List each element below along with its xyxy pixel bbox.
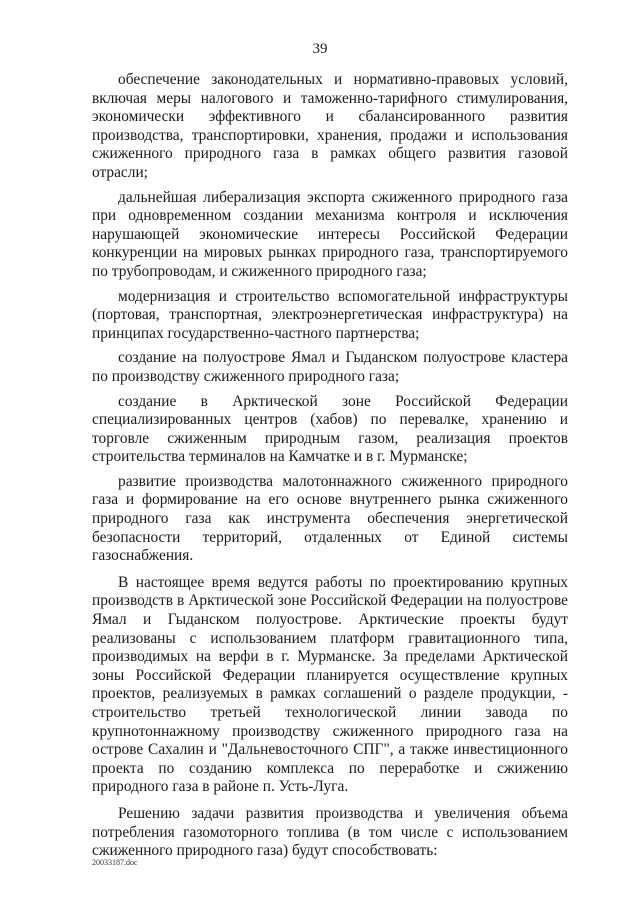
paragraph-small-scale-lng: развитие производства малотоннажного сжиженного природного газа и формирование на его основе внутреннего рынка сжиженного природного газа как инструмента обеспечения энергетической безопасности территорий, отдаленных от Единой системы газоснабжения. (92, 472, 568, 565)
paragraph-export-liberalization: дальнейшая либерализация экспорта сжиженного природного газа при одновременном создании механизма контроля и исключения нарушающей экономические интересы Российской Федерации конкуренции на мировых рынках природного газа, транспортируемого по трубопроводам, и сжиженного природного газа; (92, 188, 568, 280)
paragraph-yamal-cluster: создание на полуострове Ямал и Гыданском полуострове кластера по производству сжиженного природного газа; (92, 349, 568, 385)
page-number: 39 (312, 41, 328, 57)
paragraph-legal-conditions: обеспечение законодательных и нормативно-правовых условий, включая меры налогового и таможенно-тарифного стимулирования, экономически эффективного и сбалансированного развития производства, транспортировки, хранения, продажи и использования сжиженного природного газа в рамках общего развития газовой отрасли; (92, 71, 568, 181)
paragraph-infrastructure: модернизация и строительство вспомогательной инфраструктуры (портовая, транспортная, электроэнергетическая инфраструктура) на принципах государственно-частного партнерства; (92, 287, 568, 342)
document-body (92, 71, 568, 867)
footer-filename: 20033187.doc (92, 858, 138, 867)
paragraph-current-projects: В настоящее время ведутся работы по проектированию крупных производств в Арктической зоне Российской Федерации на полуострове Ямал и Гыданском полуострове. Арктические проекты будут реализованы с использованием платформ гравитационного типа, производимых на верфи в г. Мурманске. За пределами Арктической зоны Российской Федерации планируется осуществление крупных проектов, реализуемых в рамках соглашений о разделе продукции, - строительство третьей технологической линии завода по крупнотоннажному производству сжиженного природного газа на острове Сахалин и "Дальневосточного СПГ", а также инвестиционного проекта по созданию комплекса по переработке и сжижению природного газа в районе п. Усть-Луга. (92, 573, 568, 796)
paragraph-arctic-hubs: создание в Арктической зоне Российской Федерации специализированных центров (хабов) по перевалке, хранению и торговле сжиженным природным газом, реализация проектов строительства терминалов на Камчатке и в г. Мурманске; (92, 392, 568, 466)
paragraph-gas-motor-fuel: Решению задачи развития производства и увеличения объема потребления газомоторного топлива (в том числе с использованием сжиженного природного газа) будут способствовать: (92, 804, 568, 860)
